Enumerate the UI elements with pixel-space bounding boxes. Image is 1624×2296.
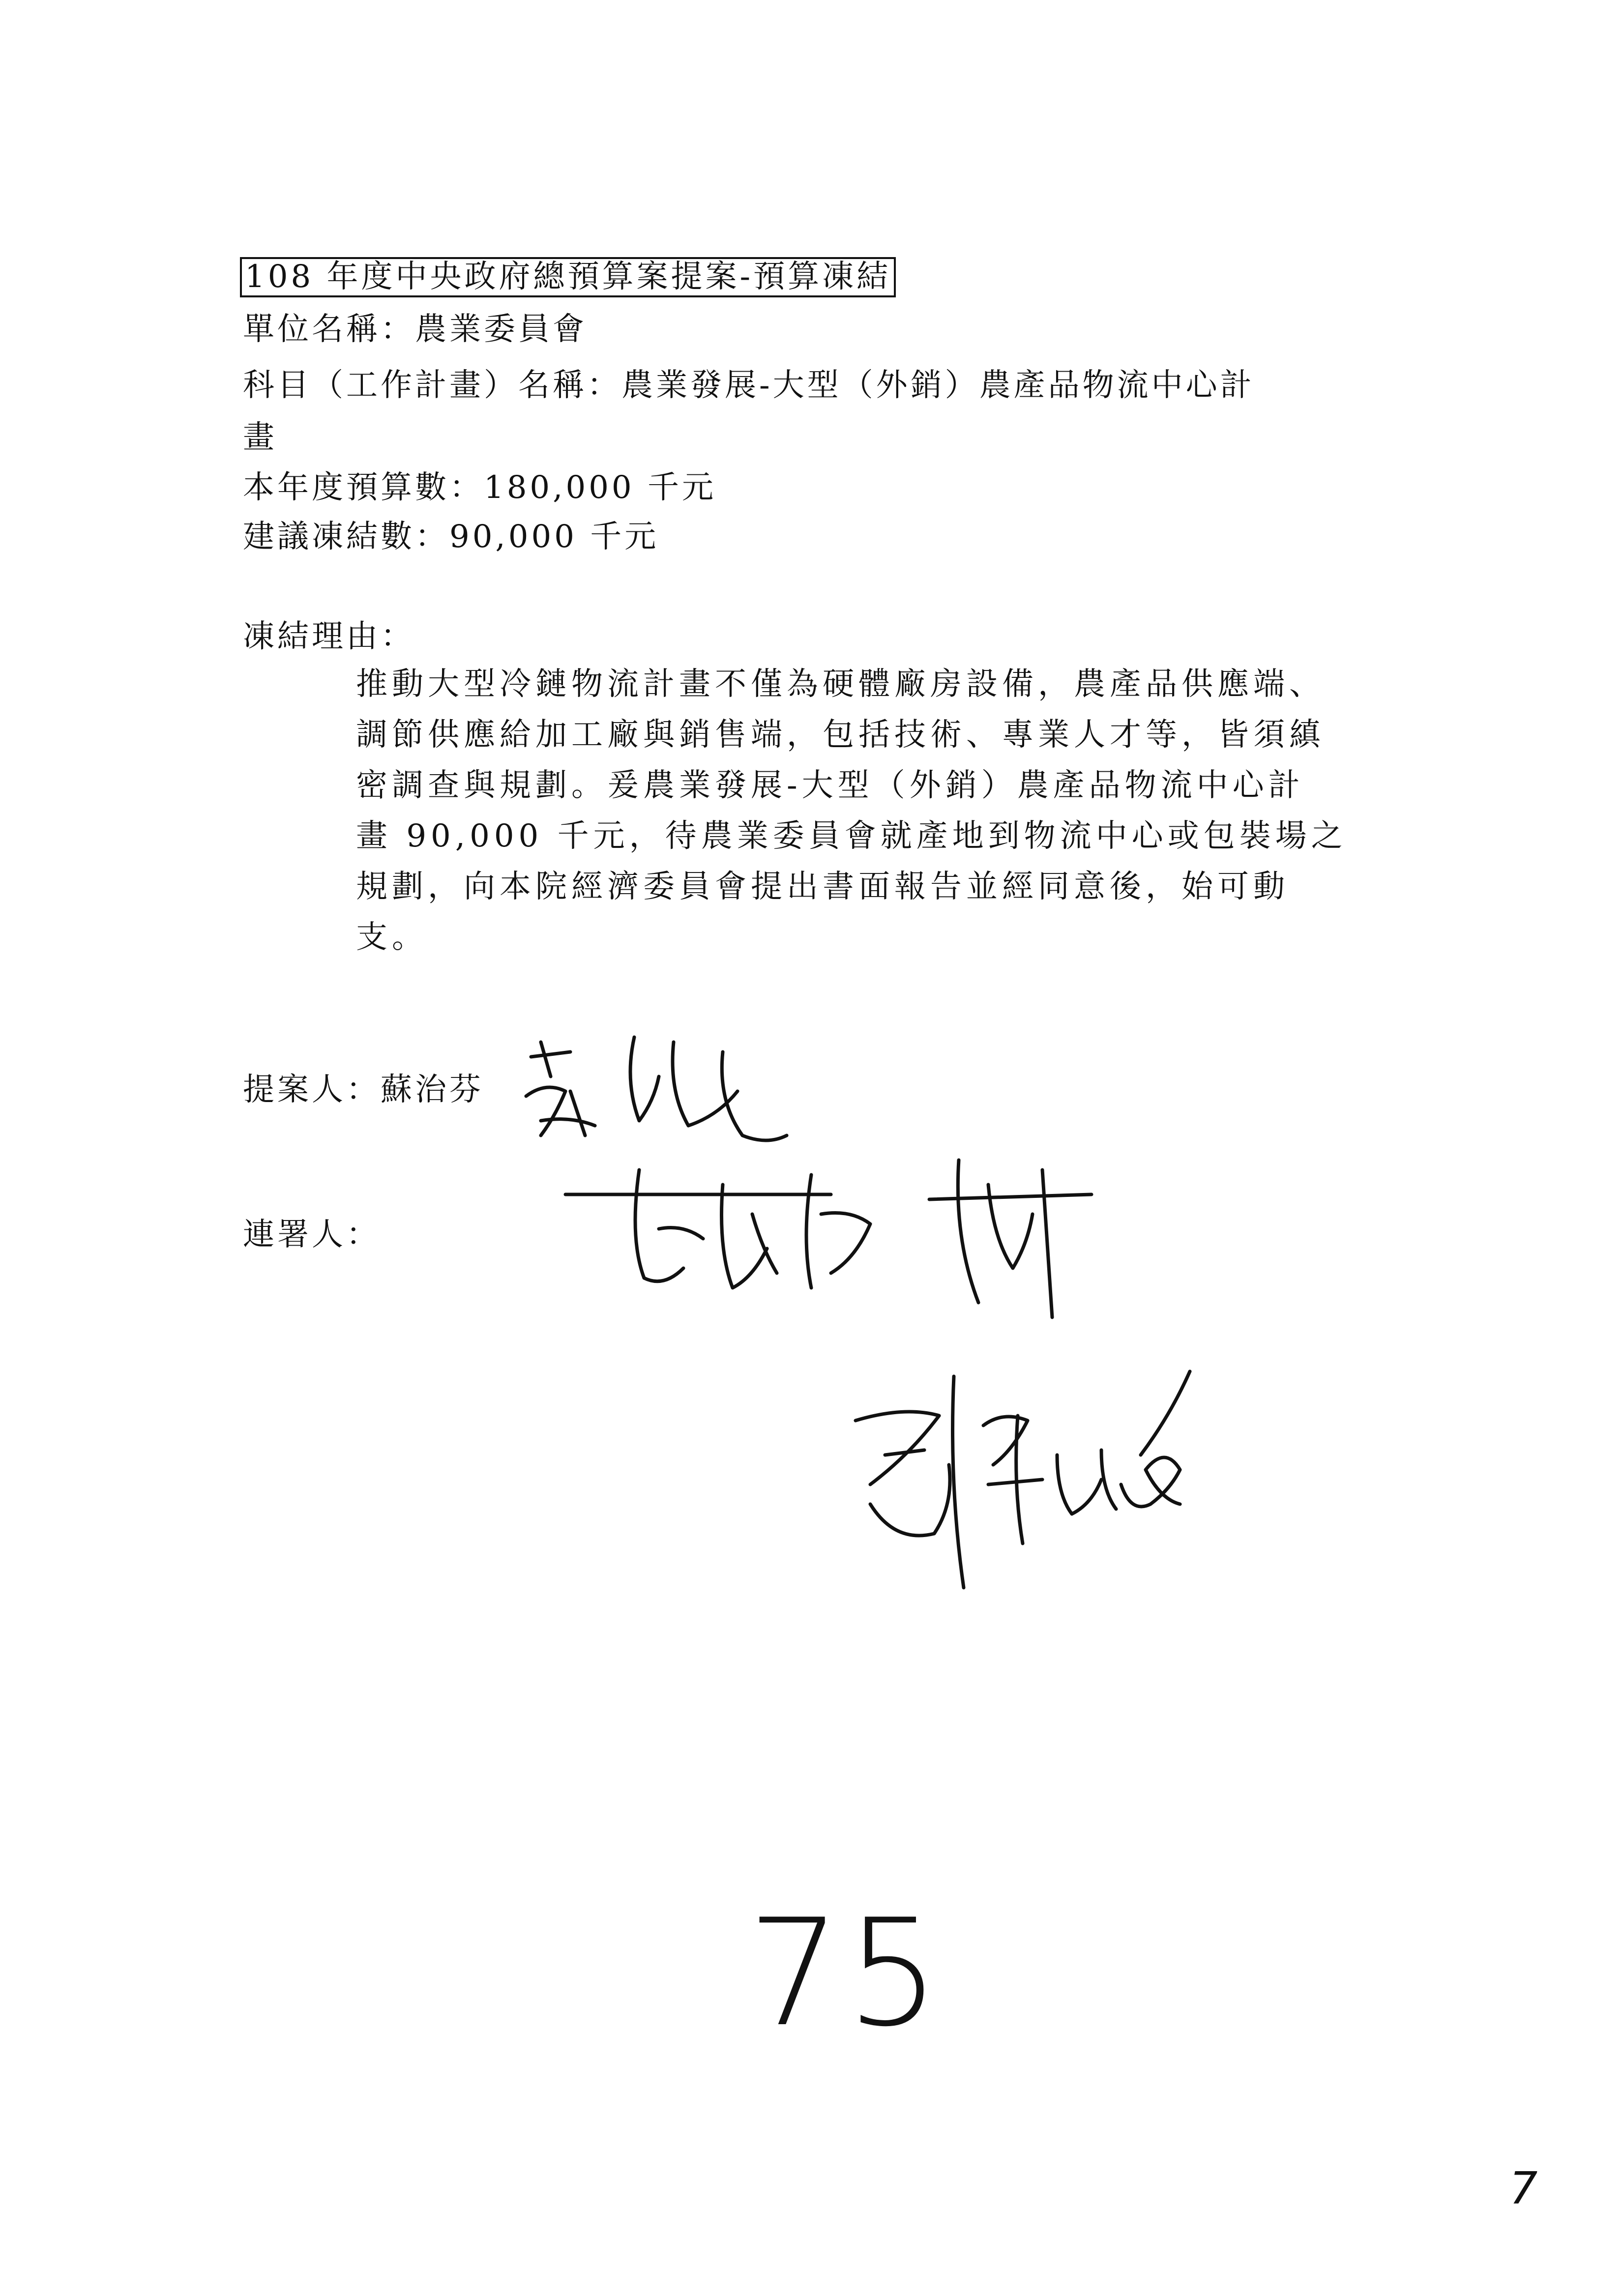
cosigner-signature — [826, 1357, 1259, 1612]
cosigner-signature — [556, 1140, 1121, 1327]
subject-line-2: 畫 — [243, 419, 277, 456]
proposer-line: 提案人：蘇治芬 — [243, 1072, 484, 1108]
cosigners-label: 連署人： — [243, 1217, 381, 1253]
reason-line: 調節供應給加工廠與銷售端，包括技術、專業人才等，皆須縝 — [356, 717, 1325, 753]
reason-line: 推動大型冷鏈物流計畫不僅為硬體廠房設備，農產品供應端、 — [356, 666, 1325, 702]
reason-line: 畫 90,000 千元，待農業委員會就產地到物流中心或包裝場之 — [356, 818, 1347, 854]
reason-line: 密調查與規劃。爰農業發展-大型（外銷）農產品物流中心計 — [356, 767, 1304, 804]
reason-line: 支。 — [356, 919, 428, 956]
unit-name: 單位名稱：農業委員會 — [243, 311, 587, 348]
reason-heading: 凍結理由： — [243, 618, 415, 655]
budget-amount: 本年度預算數：180,000 千元 — [243, 469, 716, 506]
handwritten-page-number: 75 — [747, 1888, 945, 2059]
corner-mark: 7 — [1509, 2163, 1538, 2214]
frozen-amount: 建議凍結數：90,000 千元 — [243, 519, 659, 555]
subject-line-1: 科目（工作計畫）名稱：農業發展-大型（外銷）農產品物流中心計 — [243, 367, 1255, 404]
document-title: 108 年度中央政府總預算案提案-預算凍結 — [240, 257, 896, 297]
reason-line: 規劃，向本院經濟委員會提出書面報告並經同意後，始可動 — [356, 869, 1289, 905]
